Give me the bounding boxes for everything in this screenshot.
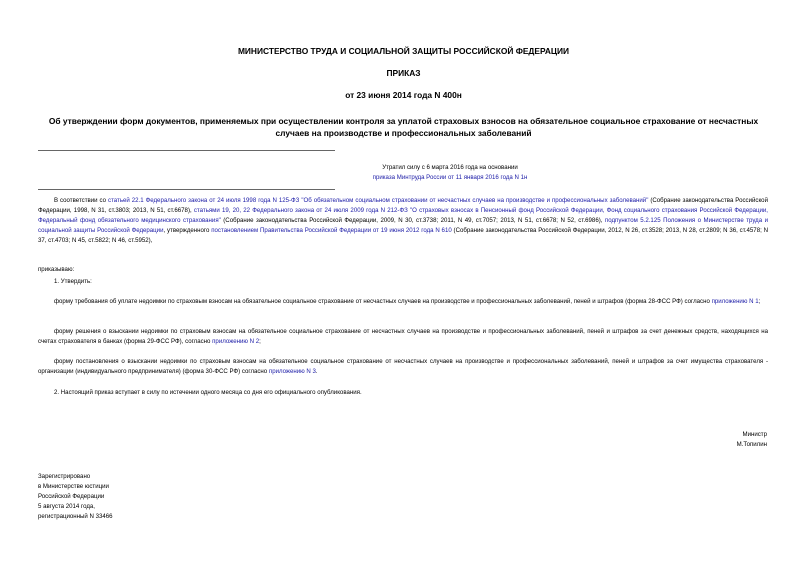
signature-title: Министр bbox=[742, 431, 767, 438]
ministry-heading: МИНИСТЕРСТВО ТРУДА И СОЦИАЛЬНОЙ ЗАЩИТЫ РОССИЙСКОЙ ФЕДЕРАЦИИ bbox=[237, 46, 570, 56]
form-30 bbox=[38, 357, 768, 377]
registration-block bbox=[38, 472, 113, 522]
registration-line: 5 августа 2014 года, bbox=[38, 503, 95, 510]
registration-line: в Министерстве юстиции bbox=[38, 483, 109, 490]
registration-line: Российской Федерации bbox=[38, 493, 105, 500]
item-2: 2. Настоящий приказ вступает в силу по истечении одного месяца со дня его официального опубликования. bbox=[54, 389, 362, 396]
signature-block bbox=[737, 430, 767, 450]
document-title: Об утверждении форм документов, применяемых при осуществлении контроля за уплатой страховых взносов на обязательное социальное страхование от несчастных случаев на производстве и профессиональных заболеваний bbox=[48, 116, 759, 138]
form-30-text: форму постановления о взыскании недоимки по страховым взносам на обязательное социальное страхование от несчастных случаев на производстве и профессиональных заболеваний, пеней и штрафов за счет имущества страхователя - организации (индивидуального предпринимателя) (форма 30-ФСС РФ) согласно bbox=[38, 358, 768, 375]
divider-bottom bbox=[38, 189, 335, 190]
status-note-text: Утратил силу с 6 марта 2016 года на основании bbox=[382, 164, 518, 171]
preamble-text-3: (Собрание законодательства Российской Федерации, 2009, N 30, ст.3738; 2011, N 49, ст.7057; 2013, N 51, ст.6678; N 52, ст.6986), bbox=[220, 217, 605, 224]
form-30-end: . bbox=[315, 368, 318, 375]
appendix-2-link[interactable]: приложению N 2 bbox=[212, 338, 260, 345]
regulation-link[interactable]: подпунктом 5.2.125 Положения о Министерстве труда и социальной защиты Российской Федерации bbox=[38, 217, 768, 234]
government-decree-link[interactable]: постановлением Правительства Российской Федерации от 19 июня 2012 года N 610 bbox=[211, 227, 452, 234]
orders-line: приказываю: bbox=[38, 266, 75, 273]
status-note bbox=[300, 163, 600, 183]
divider-top bbox=[38, 150, 335, 151]
preamble bbox=[38, 196, 768, 246]
form-28 bbox=[38, 297, 768, 307]
preamble-text-1: В соответствии со bbox=[54, 197, 109, 204]
law-125-link[interactable]: статьей 22.1 Федерального закона от 24 июля 1998 года N 125-ФЗ "Об обязательном социальном страховании от несчастных случаев на производстве и профессиональных заболеваний" bbox=[108, 197, 649, 204]
form-29 bbox=[38, 327, 768, 347]
preamble-text-5: (Собрание законодательства Российской Федерации, 2012, N 26, ст.3528; 2013, N 28, ст.2809; N 36, ст.4578; N 37, ст.4703; N 45, ст.5822; N 46, ст.5952), bbox=[38, 227, 768, 244]
appendix-3-link[interactable]: приложению N 3 bbox=[268, 368, 316, 375]
preamble-text-4: , утвержденного bbox=[163, 227, 212, 234]
doc-type-heading: ПРИКАЗ bbox=[386, 68, 421, 78]
date-number: от 23 июня 2014 года N 400н bbox=[345, 90, 462, 100]
signature-name: М.Топилин bbox=[736, 441, 767, 448]
registration-line: регистрационный N 33466 bbox=[38, 513, 113, 520]
preamble-text-2: (Собрание законодательства Российской Федерации, 1998, N 31, ст.3803; 2013, N 51, ст.6678), bbox=[38, 197, 768, 214]
law-212-link[interactable]: статьями 19, 20, 22 Федерального закона от 24 июля 2009 года N 212-ФЗ "О страховых взносах в Пенсионный фонд Российской Федерации, Фонд социального страхования Российской Федерации, Федеральный фонд обязательного медицинского страхования" bbox=[38, 207, 768, 224]
form-28-end: ; bbox=[758, 298, 761, 305]
registration-line: Зарегистрировано bbox=[38, 473, 91, 480]
status-note-link[interactable]: приказа Минтруда России от 11 января 2016 года N 1н bbox=[372, 174, 528, 181]
form-29-end: ; bbox=[259, 338, 261, 345]
item-1: 1. Утвердить: bbox=[54, 278, 92, 285]
appendix-1-link[interactable]: приложению N 1 bbox=[711, 298, 759, 305]
form-29-text: форму решения о взыскании недоимки по страховым взносам на обязательное социальное страхование от несчастных случаев на производстве и профессиональных заболеваний, пеней и штрафов за счет денежных средств, находящихся на счетах страхователя в банках (форма 29-ФСС РФ), согласно bbox=[38, 328, 768, 345]
form-28-text: форму требования об уплате недоимки по страховым взносам на обязательное социальное страхование от несчастных случаев на производстве и профессиональных заболеваний, пеней и штрафов (форма 28-ФСС РФ) согласно bbox=[54, 298, 712, 305]
